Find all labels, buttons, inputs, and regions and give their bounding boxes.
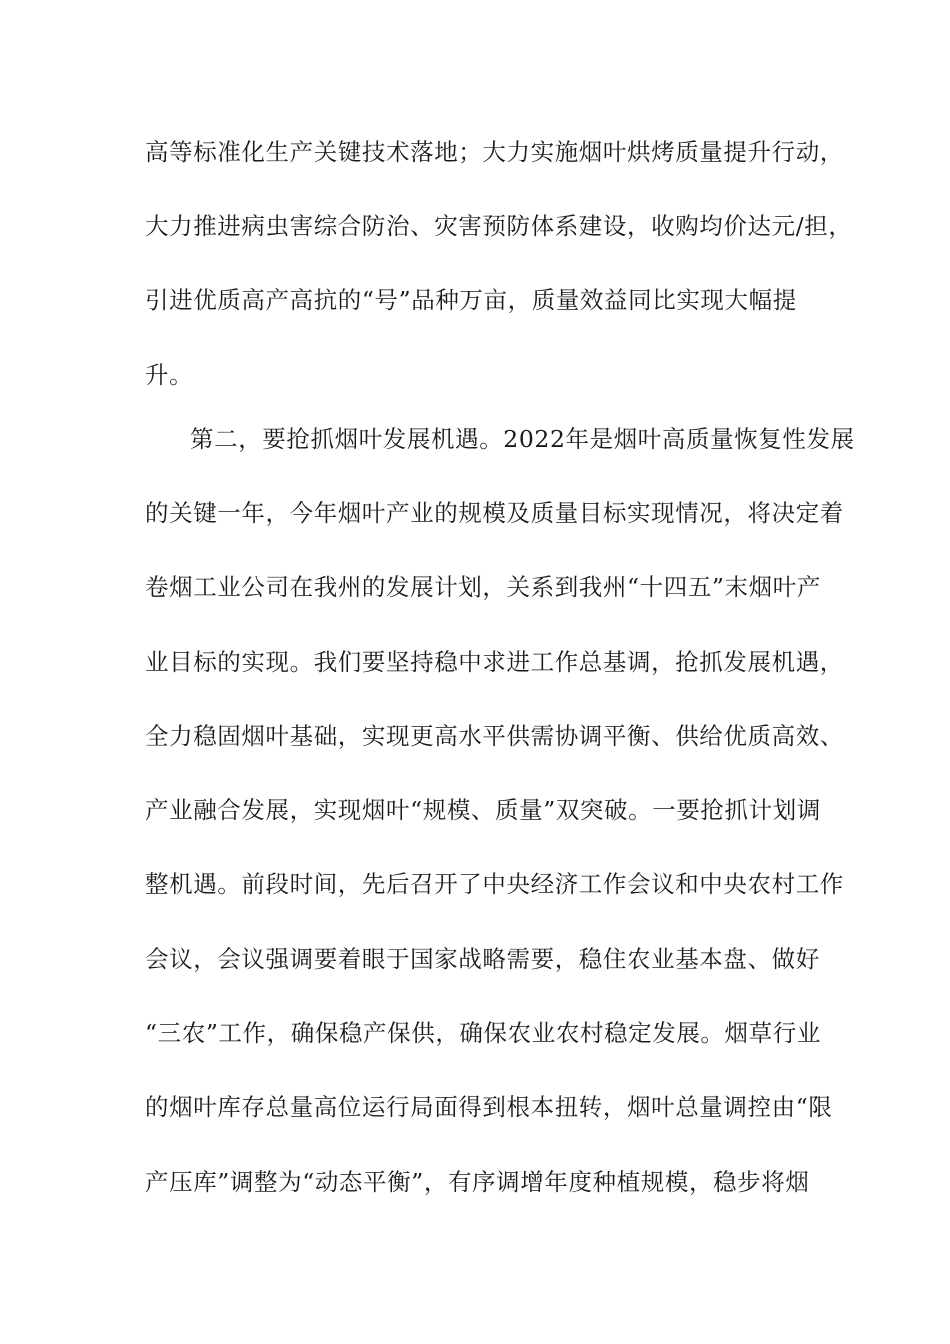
text-line: 业目标的实现。我们要坚持稳中求进工作总基调，抢抓发展机遇， <box>145 648 844 676</box>
text-line: 升。 <box>145 361 194 389</box>
text-line: 第二，要抢抓烟叶发展机遇。2022年是烟叶高质量恢复性发展 <box>190 425 855 453</box>
text-line: 产业融合发展，实现烟叶“规模、质量”双突破。一要抢抓计划调 <box>145 796 821 824</box>
text-line: 产压库”调整为“动态平衡”，有序调增年度种植规模，稳步将烟 <box>145 1168 810 1196</box>
text-line: 会议，会议强调要着眼于国家战略需要，稳住农业基本盘、做好 <box>145 945 820 973</box>
text-line: 大力推进病虫害综合防治、灾害预防体系建设，收购均价达元/担， <box>145 212 853 240</box>
text-line: “三农”工作，确保稳产保供，确保农业农村稳定发展。烟草行业 <box>145 1019 821 1047</box>
text-line: 全力稳固烟叶基础，实现更高水平供需协调平衡、供给优质高效、 <box>145 722 844 750</box>
text-line: 高等标准化生产关键技术落地；大力实施烟叶烘烤质量提升行动， <box>145 138 844 166</box>
text-line: 的关键一年，今年烟叶产业的规模及质量目标实现情况，将决定着 <box>145 499 844 527</box>
text-line: 整机遇。前段时间，先后召开了中央经济工作会议和中央农村工作 <box>145 870 844 898</box>
text-line: 引进优质高产高抗的“号”品种万亩，质量效益同比实现大幅提 <box>145 286 797 314</box>
text-line: 卷烟工业公司在我州的发展计划，关系到我州“十四五”末烟叶产 <box>145 573 821 601</box>
text-line: 的烟叶库存总量高位运行局面得到根本扭转，烟叶总量调控由“限 <box>145 1093 833 1121</box>
